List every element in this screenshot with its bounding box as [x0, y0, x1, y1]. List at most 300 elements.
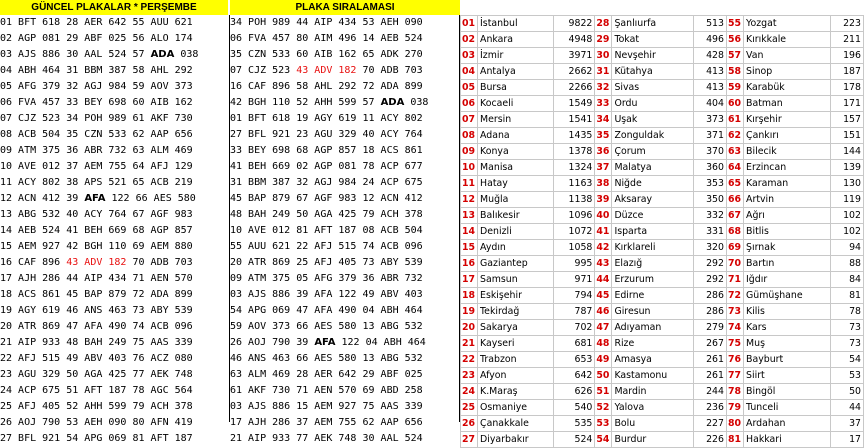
plate-row — [0, 239, 229, 255]
plate-entry: 60 AIB 162 — [296, 49, 357, 60]
plate-entry: 04 ABH 464 — [0, 65, 61, 76]
plate-entry: 61 AKF 730 — [230, 385, 291, 396]
plate-entry: 43 ADV 182 — [296, 65, 357, 76]
plate-count: 73 — [831, 336, 864, 352]
plate-entry: 05 AFG 379 — [0, 81, 61, 92]
plate-entry: 45 BAP 879 — [66, 289, 127, 300]
plate-count: 626 — [554, 384, 595, 400]
rank-number: 60 — [727, 96, 744, 112]
province-name: Mardin — [612, 384, 694, 400]
ranking-row — [461, 384, 864, 400]
plate-entry: 11 ACY 802 — [362, 113, 423, 124]
plate-row — [0, 63, 229, 79]
plate-entry: 47 AFA 490 — [66, 321, 127, 332]
rank-number: 56 — [727, 32, 744, 48]
plate-entry: 16 CAF 896 — [230, 81, 291, 92]
ranking-row — [461, 192, 864, 208]
plate-row — [230, 15, 459, 31]
plate-entry: 55 AUU 621 — [132, 17, 193, 28]
rank-number: 65 — [727, 176, 744, 192]
plate-entry: 62 AAP 656 — [362, 417, 423, 428]
plate-entry: 68 AGP 857 — [132, 225, 193, 236]
rank-number: 10 — [461, 160, 478, 176]
ranking-row — [461, 352, 864, 368]
plate-entry: 40 ACY 764 — [362, 129, 423, 140]
plate-entry: 66 AES 580 — [296, 353, 357, 364]
rank-number: 38 — [595, 176, 612, 192]
plate-entry: 75 AAS 339 — [362, 401, 423, 412]
province-name: Yozgat — [744, 16, 831, 32]
rank-number: 31 — [595, 64, 612, 80]
plate-entry: 49 ABV 403 — [362, 289, 423, 300]
province-name: Kütahya — [612, 64, 694, 80]
province-name: Manisa — [478, 160, 554, 176]
rank-number: 22 — [461, 352, 478, 368]
plate-count: 292 — [694, 256, 727, 272]
plate-entry: 31 BBM 387 — [66, 65, 127, 76]
plate-count: 535 — [554, 416, 595, 432]
plate-entry: 74 ACB 096 — [362, 241, 423, 252]
province-name: Burdur — [612, 432, 694, 448]
plate-entry: 72 ADA 899 — [362, 81, 423, 92]
plate-count: 53 — [831, 368, 864, 384]
plate-entry: 23 AGU 329 — [296, 129, 357, 140]
plate-entry: 67 AGF 983 — [296, 193, 357, 204]
plate-entry: 01 BFT 618 — [230, 113, 291, 124]
province-name: Bayburt — [744, 352, 831, 368]
plate-entry: 04 ABH 464 — [365, 337, 426, 348]
ranking-row — [461, 144, 864, 160]
plate-row — [0, 127, 229, 143]
rank-number: 34 — [595, 112, 612, 128]
plate-row — [230, 255, 459, 271]
plate-entry: 61 AKF 730 — [132, 113, 193, 124]
rank-number: 32 — [595, 80, 612, 96]
plate-row — [0, 255, 229, 271]
plate-row — [230, 159, 459, 175]
rank-number: 64 — [727, 160, 744, 176]
province-name: Iğdır — [744, 272, 831, 288]
plate-count: 404 — [694, 96, 727, 112]
rank-number: 80 — [727, 416, 744, 432]
plate-count: 171 — [831, 96, 864, 112]
plate-row — [230, 207, 459, 223]
rank-number: 47 — [595, 320, 612, 336]
rank-number: 69 — [727, 240, 744, 256]
rank-number: 17 — [461, 272, 478, 288]
rank-number: 57 — [727, 48, 744, 64]
province-name: Kilis — [744, 304, 831, 320]
rank-number: 76 — [727, 352, 744, 368]
plate-count: 151 — [831, 128, 864, 144]
plate-count: 102 — [831, 208, 864, 224]
plate-count: 413 — [694, 64, 727, 80]
plate-row — [0, 431, 229, 447]
plate-count: 102 — [831, 224, 864, 240]
rank-number: 55 — [727, 16, 744, 32]
rank-number: 40 — [595, 208, 612, 224]
province-name: Rize — [612, 336, 694, 352]
plate-count: 84 — [831, 272, 864, 288]
plate-entry: 08 ACB 504 — [362, 225, 423, 236]
ranking-row — [461, 320, 864, 336]
plate-entry: 36 ABR 732 — [362, 273, 423, 284]
plate-entry: 10 AVE 012 — [230, 225, 291, 236]
plate-entry: 32 AGJ 984 — [296, 177, 357, 188]
plate-entry: 48 BAH 249 — [66, 337, 127, 348]
plate-entry: 39 AFA 122 — [296, 289, 357, 300]
rank-number: 67 — [727, 208, 744, 224]
rank-number: 30 — [595, 48, 612, 64]
province-name: Düzce — [612, 208, 694, 224]
ranking-row — [461, 240, 864, 256]
province-name: Kastamonu — [612, 368, 694, 384]
plate-entry: 53 AEH 090 — [66, 417, 127, 428]
plate-entry: 13 ABG 532 — [362, 321, 423, 332]
rank-number: 49 — [595, 352, 612, 368]
ranking-row — [461, 336, 864, 352]
plate-row — [0, 191, 229, 207]
plate-count: 286 — [694, 304, 727, 320]
plate-count: 81 — [831, 288, 864, 304]
province-name: Aydın — [478, 240, 554, 256]
plate-row — [0, 335, 229, 351]
ranking-row — [461, 32, 864, 48]
plate-count: 292 — [694, 272, 727, 288]
plate-entry: 71 AEN 570 — [132, 273, 193, 284]
rank-number: 25 — [461, 400, 478, 416]
plate-list-sorted — [230, 15, 460, 444]
ranking-row — [461, 416, 864, 432]
province-name: Isparta — [612, 224, 694, 240]
ranking-row — [461, 80, 864, 96]
ranking-row — [461, 432, 864, 448]
plate-row — [230, 175, 459, 191]
plate-entry: 41 BEH 669 — [230, 161, 291, 172]
plate-entry: 33 BEY 698 — [66, 97, 127, 108]
rank-number: 02 — [461, 32, 478, 48]
plate-row — [0, 303, 229, 319]
plate-entry: 20 ATR 869 — [0, 321, 61, 332]
plate-count: 350 — [694, 192, 727, 208]
plate-entry: 44 AIP 434 — [66, 273, 127, 284]
plate-entry: 50 AGA 425 — [296, 209, 357, 220]
ranking-row — [461, 64, 864, 80]
plate-entry: 57 ADA 038 — [132, 49, 199, 60]
province-name: İstanbul — [478, 16, 554, 32]
province-name: Artvin — [744, 192, 831, 208]
plate-entry: 40 ACY 764 — [66, 209, 127, 220]
plate-entry: 72 ADA 899 — [132, 289, 193, 300]
plate-count: 995 — [554, 256, 595, 272]
province-name: Ardahan — [744, 416, 831, 432]
plate-entry: 73 ABY 539 — [132, 305, 193, 316]
plate-entry: 77 AEK 748 — [132, 369, 193, 380]
plate-row — [230, 31, 459, 47]
plate-count: 37 — [831, 416, 864, 432]
plate-entry: 20 ATR 869 — [230, 257, 291, 268]
plate-row — [230, 127, 459, 143]
plate-entry: 59 AOV 373 — [230, 321, 291, 332]
ranking-row — [461, 128, 864, 144]
plate-entry: 09 ATM 375 — [0, 145, 61, 156]
rank-number: 19 — [461, 304, 478, 320]
plate-count: 54 — [831, 352, 864, 368]
plate-entry: 10 AVE 012 — [0, 161, 61, 172]
province-name: Diyarbakır — [478, 432, 554, 448]
province-name: Kırıkkale — [744, 32, 831, 48]
plate-entry: 55 AUU 621 — [230, 241, 291, 252]
province-name: Denizli — [478, 224, 554, 240]
rank-number: 01 — [461, 16, 478, 32]
province-name: Sakarya — [478, 320, 554, 336]
plate-entry: 42 BGH 110 — [230, 97, 291, 108]
plate-entry: 79 ACH 378 — [362, 209, 423, 220]
rank-number: 26 — [461, 416, 478, 432]
plate-entry: 32 AGJ 984 — [66, 81, 127, 92]
plate-count: 4948 — [554, 32, 595, 48]
plate-entry: 17 AJH 286 — [0, 273, 61, 284]
plate-entry: 36 ABR 732 — [66, 145, 127, 156]
ranking-row — [461, 256, 864, 272]
plate-entry: 39 AFA 122 — [66, 193, 130, 204]
province-name: Karabük — [744, 80, 831, 96]
plate-entry: 18 ACS 861 — [0, 289, 61, 300]
plate-row — [230, 95, 459, 111]
plate-entry: 27 BFL 921 — [230, 129, 291, 140]
rank-number: 15 — [461, 240, 478, 256]
header-guncel-plakalar: GÜNCEL PLAKALAR * PERŞEMBE — [0, 0, 228, 15]
rank-number: 36 — [595, 144, 612, 160]
plate-row — [230, 415, 459, 431]
province-name: Sinop — [744, 64, 831, 80]
plate-count: 2662 — [554, 64, 595, 80]
plate-row — [230, 111, 459, 127]
plate-row — [230, 383, 459, 399]
rank-number: 50 — [595, 368, 612, 384]
plate-count: 1541 — [554, 112, 595, 128]
plate-entry: 52 AHH 599 — [66, 401, 127, 412]
rank-number: 24 — [461, 384, 478, 400]
plate-count: 971 — [554, 272, 595, 288]
rank-number: 63 — [727, 144, 744, 160]
plate-entry: 42 BGH 110 — [66, 241, 127, 252]
rank-number: 75 — [727, 336, 744, 352]
province-name: Erzurum — [612, 272, 694, 288]
plate-count: 9822 — [554, 16, 595, 32]
ranking-row — [461, 304, 864, 320]
province-name: Antalya — [478, 64, 554, 80]
plate-entry: 17 AJH 286 — [230, 417, 291, 428]
plate-entry: 41 BEH 669 — [66, 225, 127, 236]
plate-entry: 57 ADA 038 — [362, 97, 429, 108]
plate-entry: 12 ACN 412 — [0, 193, 61, 204]
province-name: Çankırı — [744, 128, 831, 144]
plate-count: 3971 — [554, 48, 595, 64]
plate-row — [0, 367, 229, 383]
plate-count: 428 — [694, 48, 727, 64]
plate-count: 373 — [694, 112, 727, 128]
rank-number: 37 — [595, 160, 612, 176]
plate-entry: 04 ABH 464 — [362, 305, 423, 316]
province-name: Bursa — [478, 80, 554, 96]
plate-entry: 39 AFA 122 — [296, 337, 360, 348]
rank-number: 68 — [727, 224, 744, 240]
plate-entry: 18 ACS 861 — [362, 145, 423, 156]
rank-number: 12 — [461, 192, 478, 208]
plate-row — [230, 303, 459, 319]
rank-number: 61 — [727, 112, 744, 128]
rank-number: 39 — [595, 192, 612, 208]
ranking-row — [461, 368, 864, 384]
rank-number: 46 — [595, 304, 612, 320]
plate-count: 261 — [694, 368, 727, 384]
rank-number: 27 — [461, 432, 478, 448]
rank-number: 79 — [727, 400, 744, 416]
province-name: Gaziantep — [478, 256, 554, 272]
plate-count: 1163 — [554, 176, 595, 192]
province-name: Aksaray — [612, 192, 694, 208]
plate-count: 371 — [694, 128, 727, 144]
plate-entry: 29 ABF 025 — [66, 33, 127, 44]
province-name: Muğla — [478, 192, 554, 208]
plate-row — [0, 111, 229, 127]
plate-entry: 77 AEK 748 — [296, 433, 357, 444]
province-name: Eskişehir — [478, 288, 554, 304]
plate-entry: 79 ACH 378 — [132, 401, 193, 412]
plate-count: 227 — [694, 416, 727, 432]
ranking-row — [461, 96, 864, 112]
plate-entry: 02 AGP 081 — [296, 161, 357, 172]
plate-row — [0, 159, 229, 175]
plate-row — [0, 319, 229, 335]
plate-count: 157 — [831, 112, 864, 128]
province-name: Bilecik — [744, 144, 831, 160]
province-name: Trabzon — [478, 352, 554, 368]
rank-number: 14 — [461, 224, 478, 240]
plate-entry: 47 AFA 490 — [296, 305, 357, 316]
plate-row — [230, 191, 459, 207]
plate-entry: 22 AFJ 515 — [0, 353, 61, 364]
plate-count: 1378 — [554, 144, 595, 160]
rank-number: 04 — [461, 64, 478, 80]
plate-entry: 33 BEY 698 — [230, 145, 291, 156]
ranking-row — [461, 288, 864, 304]
rank-number: 06 — [461, 96, 478, 112]
plate-entry: 54 APG 069 — [230, 305, 291, 316]
plate-entry: 63 ALM 469 — [230, 369, 291, 380]
province-name: Kırşehir — [744, 112, 831, 128]
province-name: Karaman — [744, 176, 831, 192]
plate-count: 17 — [831, 432, 864, 448]
plate-entry: 31 BBM 387 — [230, 177, 291, 188]
plate-entry: 09 ATM 375 — [230, 273, 291, 284]
province-name: Ağrı — [744, 208, 831, 224]
plate-entry: 69 ABD 258 — [362, 385, 423, 396]
province-name: Tunceli — [744, 400, 831, 416]
plate-entry: 14 AEB 524 — [362, 33, 423, 44]
plate-count: 88 — [831, 256, 864, 272]
plate-row — [230, 79, 459, 95]
rank-number: 62 — [727, 128, 744, 144]
plate-count: 370 — [694, 144, 727, 160]
plate-entry: 64 AFJ 129 — [132, 161, 193, 172]
plate-entry: 65 ACB 219 — [132, 177, 193, 188]
plate-entry: 74 ACB 096 — [132, 321, 193, 332]
province-name: Uşak — [612, 112, 694, 128]
plate-count: 413 — [694, 80, 727, 96]
plate-entry: 06 FVA 457 — [0, 97, 61, 108]
rank-number: 16 — [461, 256, 478, 272]
plate-count: 279 — [694, 320, 727, 336]
plate-entry: 21 AIP 933 — [230, 433, 291, 444]
plate-count: 144 — [831, 144, 864, 160]
plate-entry: 15 AEM 927 — [0, 241, 61, 252]
plate-count: 787 — [554, 304, 595, 320]
province-name: Ordu — [612, 96, 694, 112]
ranking-row — [461, 208, 864, 224]
plate-count: 286 — [694, 288, 727, 304]
plate-entry: 44 AIP 434 — [296, 17, 357, 28]
plate-count: 211 — [831, 32, 864, 48]
plate-entry: 80 AIM 496 — [296, 33, 357, 44]
province-name: Sivas — [612, 80, 694, 96]
rank-number: 72 — [727, 288, 744, 304]
plate-entry: 13 ABG 532 — [0, 209, 61, 220]
ranking-row — [461, 224, 864, 240]
plate-count: 178 — [831, 80, 864, 96]
rank-number: 78 — [727, 384, 744, 400]
plate-entry: 78 ACP 677 — [362, 161, 423, 172]
rank-number: 09 — [461, 144, 478, 160]
plate-entry: 78 AGC 564 — [132, 385, 193, 396]
plate-count: 244 — [694, 384, 727, 400]
plate-row — [230, 47, 459, 63]
rank-number: 42 — [595, 240, 612, 256]
plate-entry: 12 ACN 412 — [362, 193, 423, 204]
province-name: Hatay — [478, 176, 554, 192]
province-name: Edirne — [612, 288, 694, 304]
plate-entry: 68 AGP 857 — [296, 145, 357, 156]
province-name: Adana — [478, 128, 554, 144]
plate-row — [0, 95, 229, 111]
ranking-row — [461, 400, 864, 416]
rank-number: 18 — [461, 288, 478, 304]
province-name: Giresun — [612, 304, 694, 320]
plate-row — [230, 143, 459, 159]
plate-count: 320 — [694, 240, 727, 256]
plate-row — [230, 63, 459, 79]
ranking-row — [461, 160, 864, 176]
plate-entry: 24 ACP 675 — [362, 177, 423, 188]
rank-number: 52 — [595, 400, 612, 416]
plate-entry: 46 ANS 463 — [66, 305, 127, 316]
plate-entry: 11 ACY 802 — [0, 177, 61, 188]
province-ranking-table — [460, 15, 864, 448]
plate-entry: 26 AOJ 790 — [230, 337, 291, 348]
rank-number: 43 — [595, 256, 612, 272]
rank-number: 70 — [727, 256, 744, 272]
plate-entry: 28 AER 642 — [296, 369, 357, 380]
plate-entry: 21 AIP 933 — [0, 337, 61, 348]
plate-list-by-province — [0, 15, 230, 444]
plate-entry: 54 APG 069 — [66, 433, 127, 444]
province-name: Elazığ — [612, 256, 694, 272]
plate-entry: 27 BFL 921 — [0, 433, 61, 444]
province-name: Bartın — [744, 256, 831, 272]
plate-entry: 05 AFG 379 — [296, 273, 357, 284]
plate-row — [230, 271, 459, 287]
